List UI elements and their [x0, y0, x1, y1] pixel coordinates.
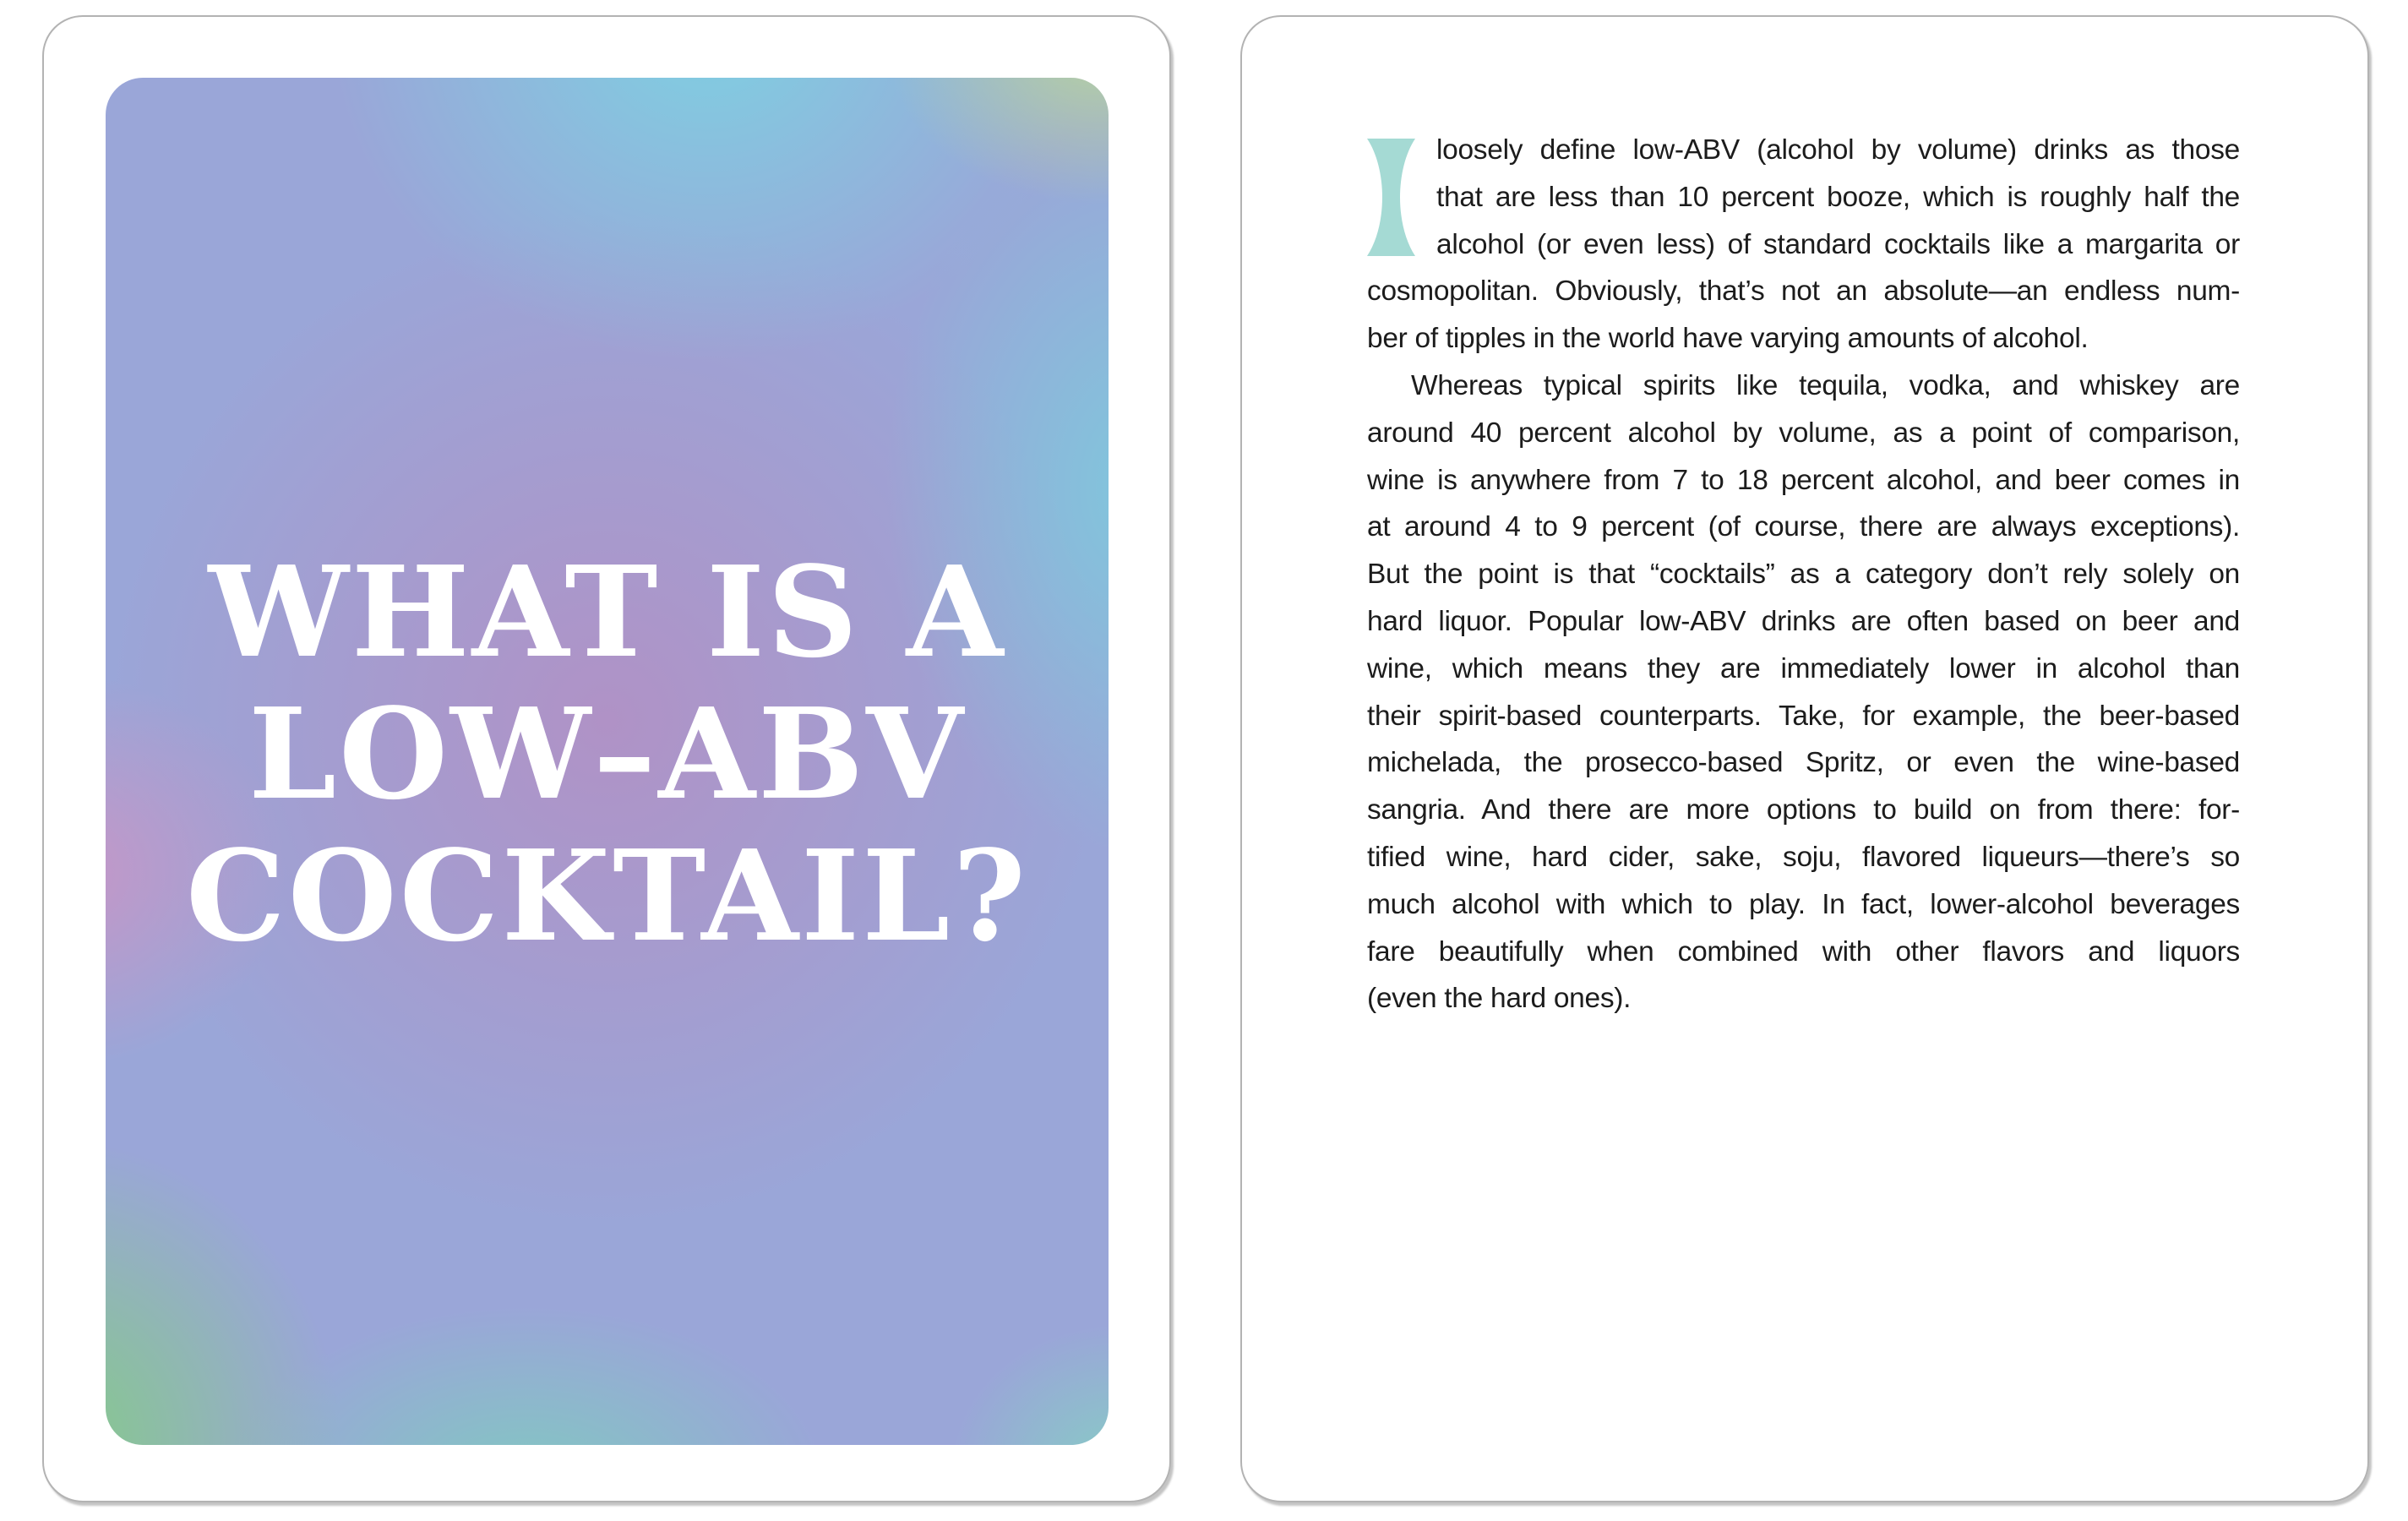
body-text-line: alcohol (or even less) of standard cocktails like a margarita or: [1436, 228, 2240, 260]
body-text-line: wine, which means they are immediately lower in alcohol than: [1367, 652, 2240, 684]
chapter-title-line: LOW–ABV: [248, 680, 966, 827]
body-text-line: tified wine, hard cider, sake, soju, flavored liqueurs—there’s so: [1367, 841, 2240, 873]
body-text-line: much alcohol with which to play. In fact, lower-alcohol beverages: [1367, 888, 2240, 920]
body-text-line: around 40 percent alcohol by volume, as a point of comparison,: [1367, 417, 2240, 449]
body-text-line: loosely define low-ABV (alcohol by volume) drinks as those: [1436, 134, 2240, 166]
body-text-line: wine is anywhere from 7 to 18 percent alcohol, and beer comes in: [1367, 464, 2240, 496]
body-text-line: hard liquor. Popular low-ABV drinks are often based on beer and: [1367, 605, 2240, 637]
chapter-title-line: WHAT IS A: [208, 538, 1006, 685]
body-text: [1367, 127, 2240, 1022]
body-text-line: ber of tipples in the world have varying amounts of alcohol.: [1367, 323, 2089, 355]
body-lines: [1367, 127, 2240, 1022]
body-text-line: at around 4 to 9 percent (of course, there are always exceptions).: [1367, 511, 2240, 543]
page-left: [42, 15, 1171, 1502]
page-right: [1240, 15, 2369, 1502]
drop-cap-letter-i: [1367, 139, 1415, 256]
title-gradient-panel: [106, 78, 1109, 1445]
body-text-line: (even the hard ones).: [1367, 983, 1632, 1015]
body-text-line: Whereas typical spirits like tequila, vodka, and whiskey are: [1411, 369, 2240, 401]
chapter-title-line: COCKTAIL?: [185, 822, 1029, 969]
body-text-line: that are less than 10 percent booze, which is roughly half the: [1436, 181, 2240, 213]
body-text-line: fare beautifully when combined with other flavors and liquors: [1367, 935, 2240, 968]
body-text-line: their spirit-based counterparts. Take, for example, the beer-based: [1367, 700, 2240, 732]
chapter-title: [106, 538, 1109, 969]
body-text-line: cosmopolitan. Obviously, that’s not an absolute—an endless num-: [1367, 275, 2240, 308]
body-text-line: michelada, the prosecco-based Spritz, or even the wine-based: [1367, 747, 2240, 779]
body-text-line: But the point is that “cocktails” as a category don’t rely solely on: [1367, 559, 2240, 591]
body-text-line: sangria. And there are more options to build on from there: for-: [1367, 794, 2240, 826]
